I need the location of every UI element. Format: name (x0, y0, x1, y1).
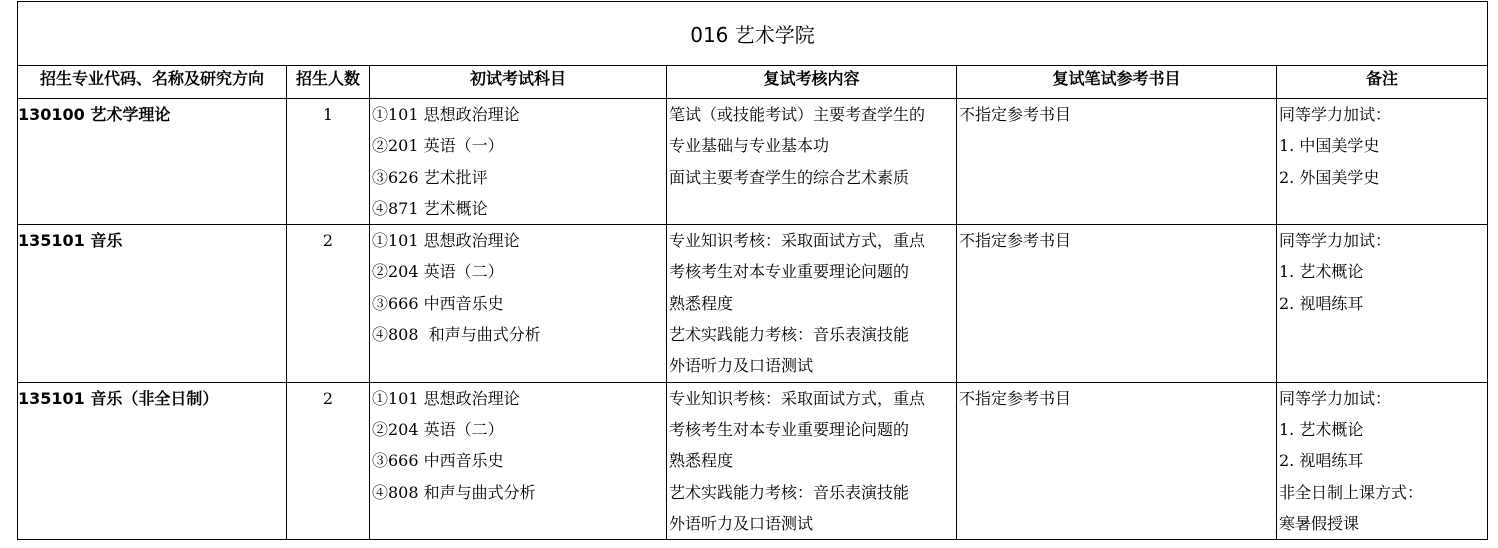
books-cell (957, 99, 1277, 225)
count-cell (287, 382, 370, 539)
exam-subject: ④871 艺术概论 (372, 198, 488, 218)
header-notes: 备注 (1277, 66, 1488, 99)
retest-line: 笔试（或技能考试）主要考查学生的 (669, 105, 926, 124)
major-cell (18, 225, 287, 382)
count-cell (287, 225, 370, 382)
header-books: 复试笔试参考书目 (957, 66, 1277, 99)
major-name: 130100 艺术学理论 (18, 105, 171, 124)
header-exams: 初试考试科目 (370, 66, 667, 99)
notes-cell (1277, 99, 1488, 225)
book-line: 不指定参考书目 (959, 105, 1072, 124)
retest-line: 考核考生对本专业重要理论问题的 (669, 419, 910, 439)
note-line: 同等学力加试： (1279, 231, 1392, 251)
exams-cell (370, 99, 667, 225)
retest-line: 熟悉程度 (669, 451, 734, 471)
exam-subject: ③626 艺术批评 (372, 167, 488, 187)
notes-cell (1277, 225, 1488, 382)
note-line: 1. 艺术概论 (1279, 419, 1364, 439)
major-name: 135101 音乐（非全日制） (18, 388, 219, 408)
note-line: 1. 中国美学史 (1279, 136, 1380, 156)
note-line: 1. 艺术概论 (1279, 262, 1364, 282)
retest-line: 专业基础与专业基本功 (669, 136, 830, 156)
table-row (18, 382, 1488, 539)
admissions-table (17, 1, 1488, 540)
exams-cell (370, 382, 667, 539)
note-line: 非全日制上课方式： (1279, 482, 1424, 502)
header-count: 招生人数 (287, 66, 370, 99)
note-line: 寒暑假授课 (1279, 513, 1360, 533)
exams-cell (370, 225, 667, 382)
enroll-count: 1 (322, 105, 334, 124)
table-title: 016 艺术学院 (18, 2, 1488, 66)
retest-line: 面试主要考查学生的综合艺术素质 (669, 167, 910, 187)
note-line: 2. 外国美学史 (1279, 167, 1380, 187)
retest-line: 艺术实践能力考核：音乐表演技能 (669, 482, 910, 502)
book-line: 不指定参考书目 (959, 388, 1072, 408)
exam-subject: ④808 和声与曲式分析 (372, 325, 541, 345)
retest-line: 考核考生对本专业重要理论问题的 (669, 262, 910, 282)
exam-subject: ③666 中西音乐史 (372, 293, 504, 313)
retest-line: 专业知识考核：采取面试方式，重点 (669, 388, 926, 408)
header-major: 招生专业代码、名称及研究方向 (18, 66, 287, 99)
retest-line: 艺术实践能力考核：音乐表演技能 (669, 325, 910, 345)
note-line: 2. 视唱练耳 (1279, 293, 1364, 313)
count-cell (287, 99, 370, 225)
retest-line: 外语听力及口语测试 (669, 356, 814, 376)
enroll-count: 2 (322, 231, 334, 251)
major-name: 135101 音乐 (18, 231, 123, 251)
table-row (18, 99, 1488, 225)
books-cell (957, 382, 1277, 539)
exam-subject: ④808 和声与曲式分析 (372, 482, 536, 502)
exam-subject: ③666 中西音乐史 (372, 451, 504, 471)
notes-cell (1277, 382, 1488, 539)
header-retest: 复试考核内容 (667, 66, 957, 99)
major-cell (18, 99, 287, 225)
exam-subject: ①101 思想政治理论 (372, 388, 520, 408)
retest-line: 外语听力及口语测试 (669, 513, 814, 533)
retest-cell (667, 382, 957, 539)
retest-line: 熟悉程度 (669, 293, 734, 313)
exam-subject: ②204 英语（二） (372, 262, 504, 282)
major-cell (18, 382, 287, 539)
retest-cell (667, 225, 957, 382)
note-line: 同等学力加试： (1279, 388, 1392, 408)
note-line: 同等学力加试： (1279, 105, 1392, 124)
retest-cell (667, 99, 957, 225)
book-line: 不指定参考书目 (959, 231, 1072, 251)
exam-subject: ②204 英语（二） (372, 419, 504, 439)
exam-subject: ①101 思想政治理论 (372, 231, 520, 251)
enroll-count: 2 (322, 388, 334, 408)
exam-subject: ②201 英语（一） (372, 136, 504, 156)
exam-subject: ①101 思想政治理论 (372, 105, 520, 124)
note-line: 2. 视唱练耳 (1279, 451, 1364, 471)
retest-line: 专业知识考核：采取面试方式，重点 (669, 231, 926, 251)
table-row (18, 225, 1488, 382)
books-cell (957, 225, 1277, 382)
